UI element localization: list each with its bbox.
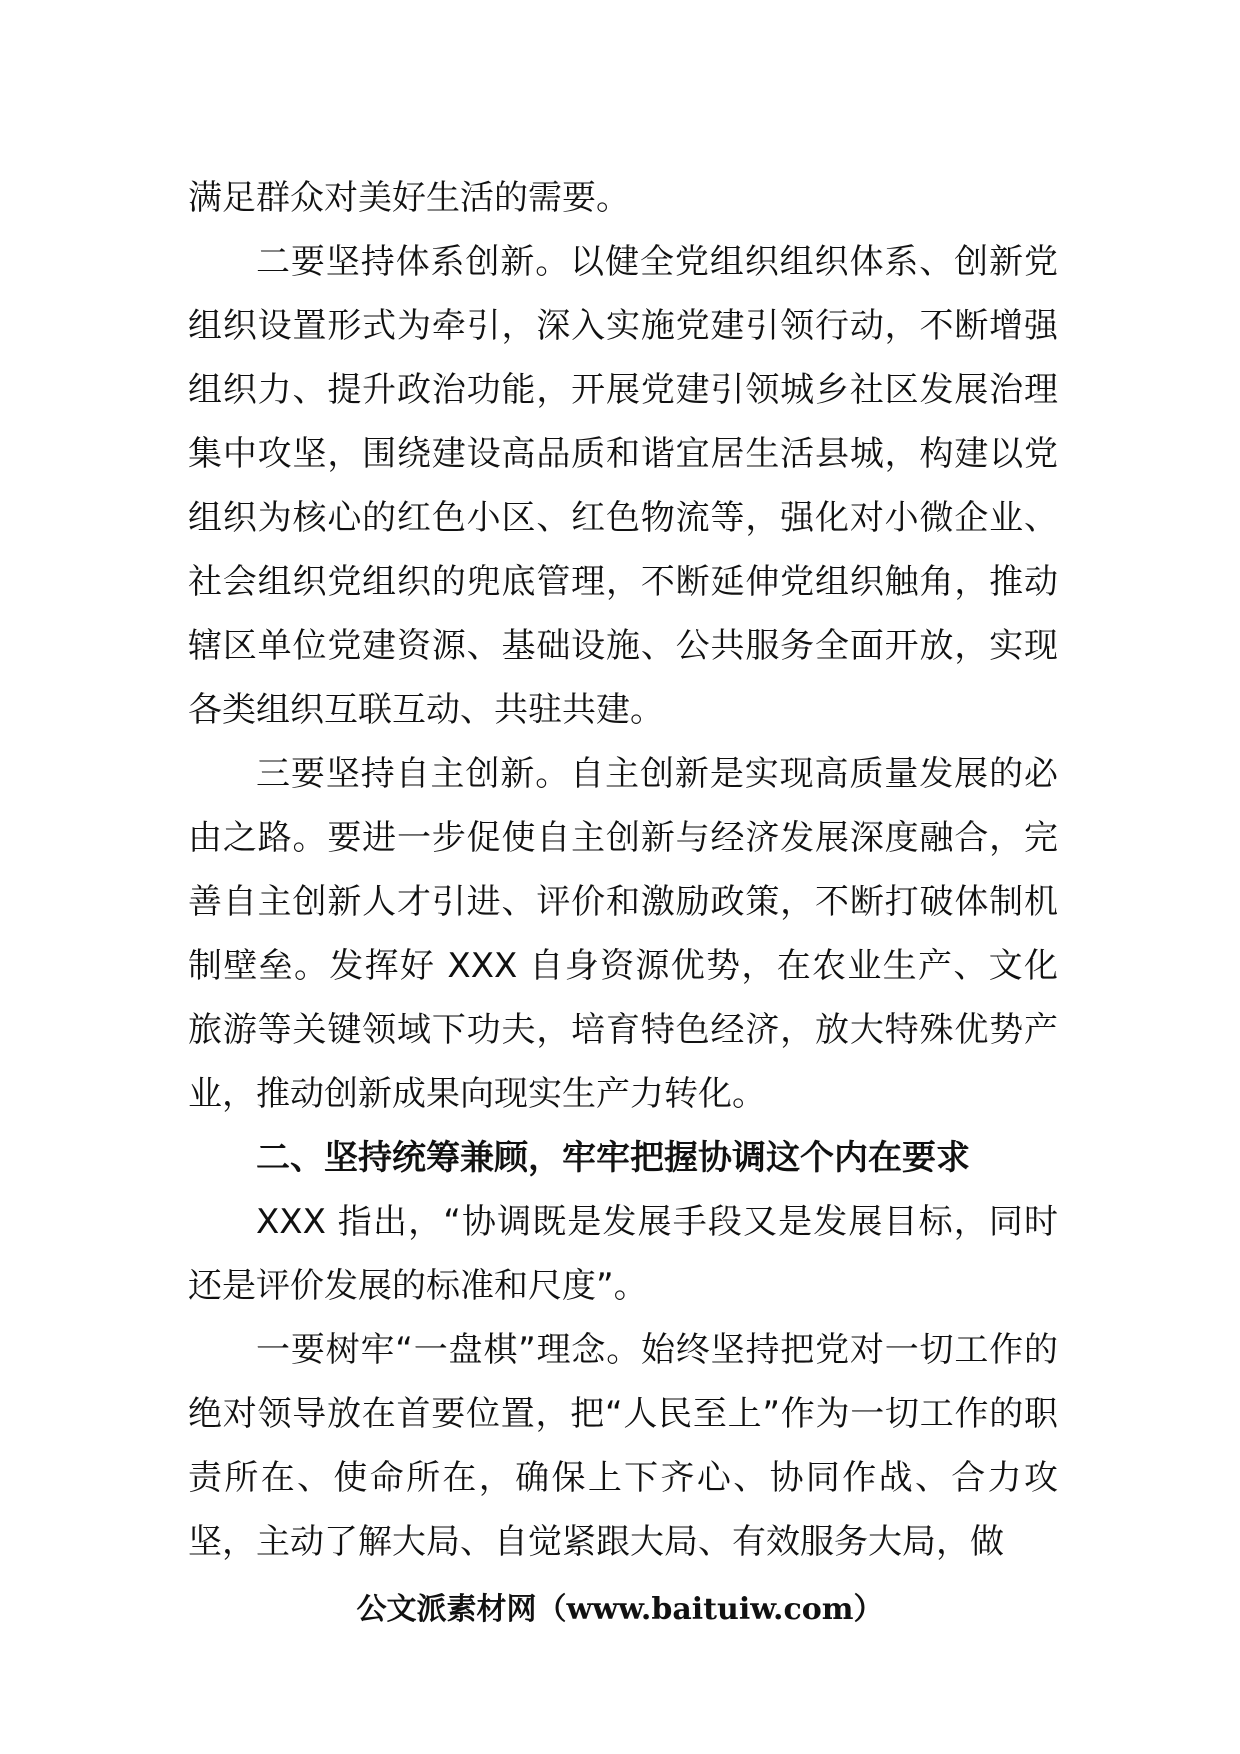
document-body [188, 166, 1058, 1574]
paragraph-independent-innovation: 三要坚持自主创新。自主创新是实现高质量发展的必由之路。要进一步促使自主创新与经济发展深度融合，完善自主创新人才引进、评价和激励政策，不断打破体制机制壁垒。发挥好 XXX 自身资源优势，在农业生产、文化旅游等关键领域下功夫，培育特色经济，放大特殊优势产业，推动创新成果向现实生产力转化。 [188, 754, 1058, 1114]
footer-watermark: 公文派素材网（www.baituiw.com） [356, 1592, 884, 1627]
paragraph-continuation: 满足群众对美好生活的需要。 [188, 178, 630, 218]
paragraph-one-board: 一要树牢“一盘棋”理念。始终坚持把党对一切工作的绝对领导放在首要位置，把“人民至上”作为一切工作的职责所在、使命所在，确保上下齐心、协同作战、合力攻坚，主动了解大局、自觉紧跟大局、有效服务大局，做 [188, 1330, 1058, 1562]
paragraph-quote: XXX 指出，“协调既是发展手段又是发展目标，同时还是评价发展的标准和尺度”。 [188, 1202, 1058, 1306]
paragraph-system-innovation: 二要坚持体系创新。以健全党组织组织体系、创新党组织设置形式为牵引，深入实施党建引领行动，不断增强组织力、提升政治功能，开展党建引领城乡社区发展治理集中攻坚，围绕建设高品质和谐宜居生活县城，构建以党组织为核心的红色小区、红色物流等，强化对小微企业、社会组织党组织的兜底管理，不断延伸党组织触角，推动辖区单位党建资源、基础设施、公共服务全面开放，实现各类组织互联互动、共驻共建。 [188, 242, 1058, 730]
section-heading: 二、坚持统筹兼顾，牢牢把握协调这个内在要求 [256, 1138, 970, 1178]
